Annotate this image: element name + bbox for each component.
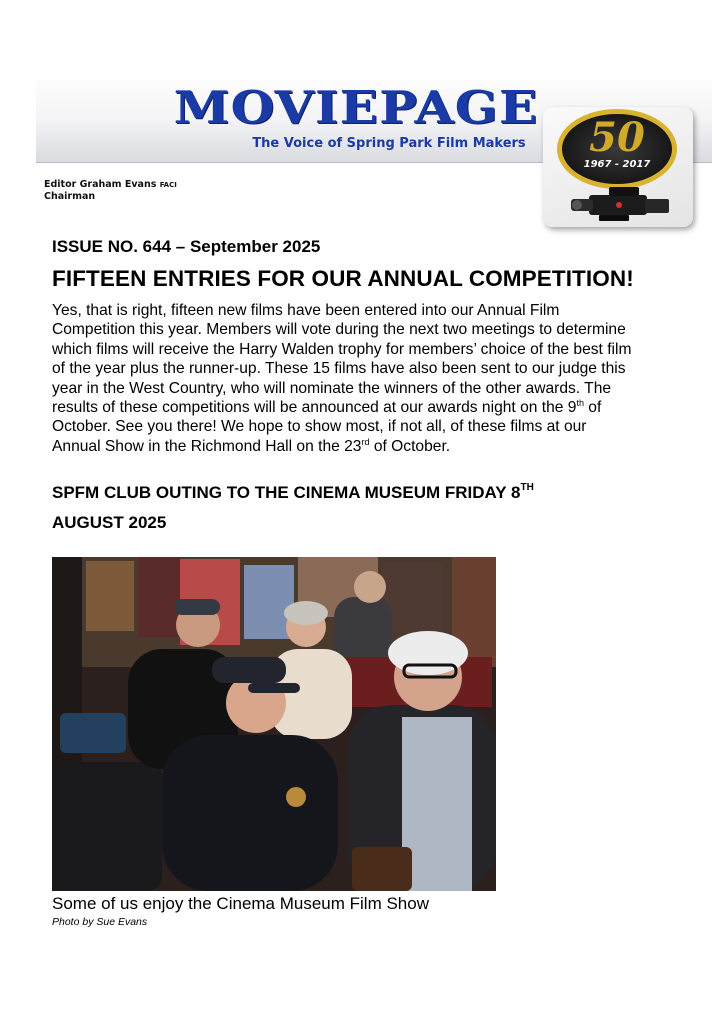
photo-illustration [52, 557, 496, 891]
issue-number: ISSUE NO. 644 – September 2025 [52, 237, 321, 256]
newsletter-subtitle: The Voice of Spring Park Film Makers [252, 136, 526, 151]
editor-qualification: FACI [159, 181, 177, 189]
editor-name: Editor Graham Evans [44, 179, 157, 190]
outing-heading [52, 478, 534, 538]
editor-role: Chairman [44, 191, 96, 202]
article-line: Competition this year. Members will vote during the next two meetings to determine [52, 321, 626, 339]
ordinal-suffix: th [576, 398, 584, 409]
badge-years: 1967 - 2017 [583, 159, 651, 170]
outing-heading-line [52, 478, 534, 508]
article-line: Yes, that is right, fifteen new films have been entered into our Annual Film [52, 302, 560, 319]
article-text: results of these competitions will be announced at our awards night on the 9 [52, 399, 577, 417]
editor-credit [44, 179, 177, 203]
badge-number: 50 [589, 114, 645, 161]
photo-credit: Photo by Sue Evans [52, 916, 148, 928]
article-line: of the year plus the runner-up. These 15 films have also been sent to our judge this [52, 360, 626, 378]
photo-caption: Some of us enjoy the Cinema Museum Film Show [52, 894, 429, 913]
outing-photo [52, 557, 496, 891]
anniversary-badge [543, 107, 693, 227]
article-line [52, 398, 682, 417]
editor-line [44, 179, 177, 191]
article-line: which films will receive the Harry Walden trophy for members’ choice of the best film [52, 340, 632, 358]
article-text: Annual Show in the Richmond Hall on the 23 [52, 437, 362, 455]
article-headline: FIFTEEN ENTRIES FOR OUR ANNUAL COMPETITION! [52, 266, 634, 291]
article-line: year in the West Country, who will nominate the winners of the other awards. The [52, 379, 612, 397]
article-text: of October. [369, 437, 451, 455]
newsletter-title: MOVIEPAGE [173, 81, 539, 134]
article-body [52, 301, 682, 456]
article-text: of [583, 399, 602, 417]
video-camera-icon [569, 185, 673, 223]
article-line: October. See you there! We hope to show most, if not all, of these films at our [52, 418, 587, 436]
article-line [52, 437, 682, 456]
ordinal-suffix: TH [520, 482, 534, 493]
ordinal-suffix: rd [361, 436, 370, 447]
outing-heading-line: AUGUST 2025 [52, 513, 167, 532]
outing-heading-text: SPFM CLUB OUTING TO THE CINEMA MUSEUM FRIDAY 8 [52, 483, 521, 502]
